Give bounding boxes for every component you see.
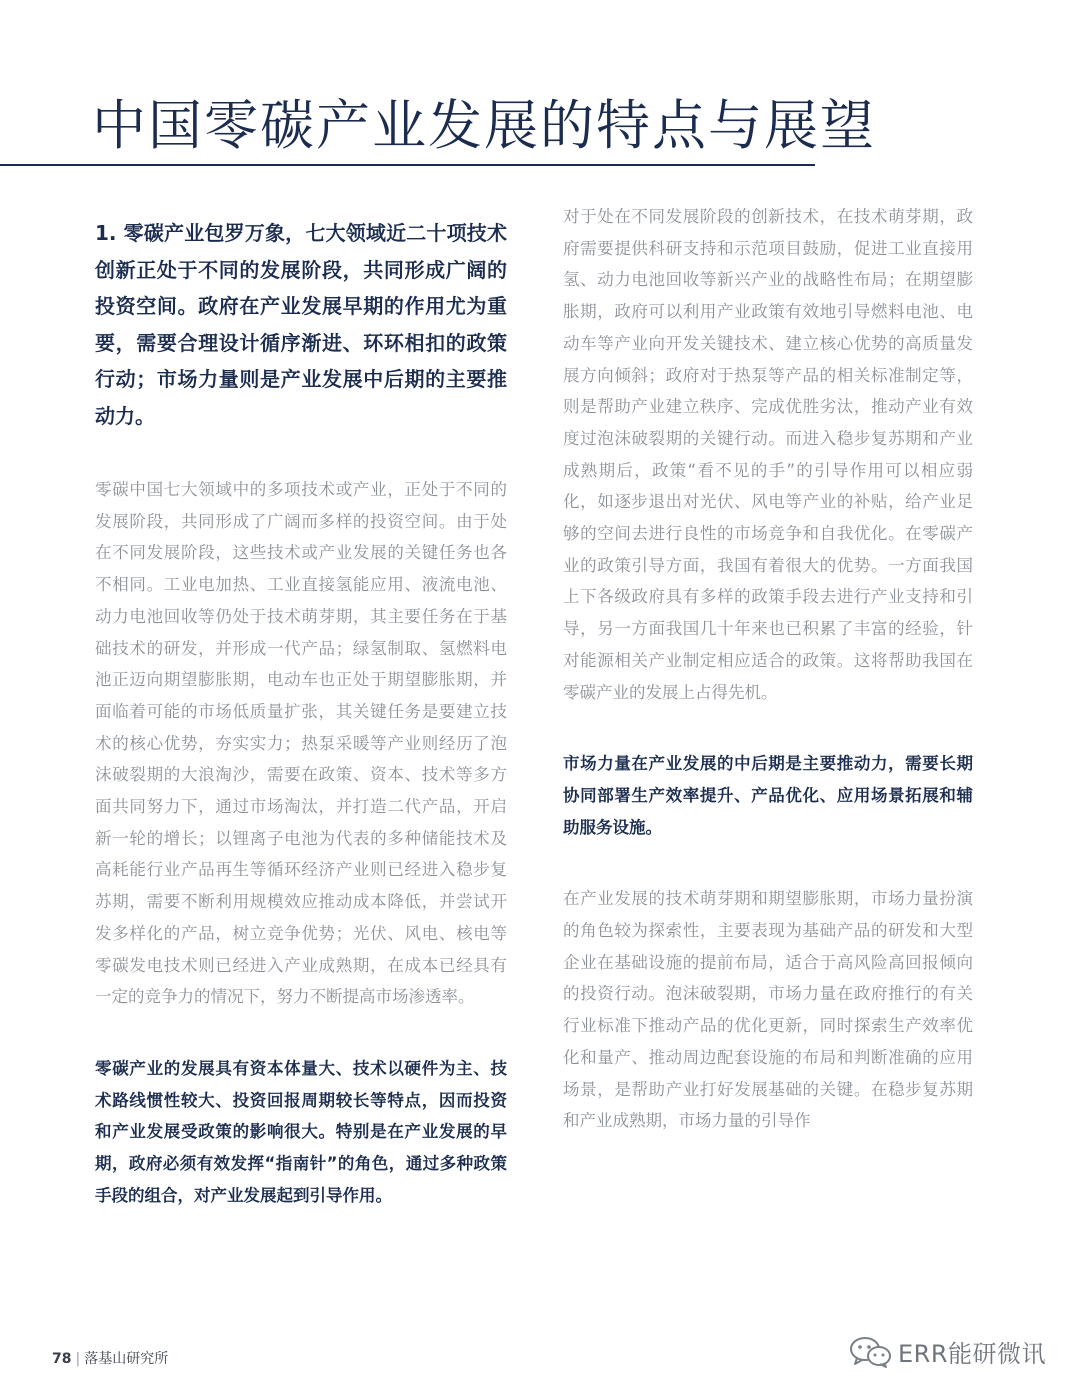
page-title: 中国零碳产业发展的特点与展望: [92, 94, 876, 157]
footer-separator: |: [75, 1351, 81, 1367]
page-footer: [52, 1348, 168, 1368]
publisher-name: 落基山研究所: [84, 1351, 169, 1367]
watermark: [848, 1334, 1046, 1369]
title-underline: [0, 164, 815, 166]
wechat-icon: [848, 1335, 892, 1369]
right-body-paragraph-1: 对于处在不同发展阶段的创新技术，在技术萌芽期，政府需要提供科研支持和示范项目鼓励，促进工业直接用氢、动力电池回收等新兴产业的战略性布局；在期望膨胀期，政府可以利用产业政策有效地引导燃料电池、电动车等产业向开发关键技术、建立核心优势的高质量发展方向倾斜；政府对于热泵等产品的相关标准制定等，则是帮助产业建立秩序、完成优胜劣汰，推动产业有效度过泡沫破裂期的关键行动。而进入稳步复苏期和产业成熟期后，政策“看不见的手”的引导作用可以相应弱化，如逐步退出对光伏、风电等产业的补贴，给产业足够的空间去进行良性的市场竞争和自我优化。在零碳产业的政策引导方面，我国有着很大的优势。一方面我国上下各级政府具有多样的政策手段去进行产业支持和引导，另一方面我国几十年来也已积累了丰富的经验，针对能源相关产业制定相应适合的政策。这将帮助我国在零碳产业的发展上占得先机。: [563, 207, 973, 702]
left-column: [95, 215, 507, 1251]
left-body-paragraph-1: 零碳中国七大领域中的多项技术或产业，正处于不同的发展阶段，共同形成了广阔而多样的投资空间。由于处在不同发展阶段，这些技术或产业发展的关键任务也各不相同。工业电加热、工业直接氢能应用、液流电池、动力电池回收等仍处于技术萌芽期，其主要任务在于基础技术的研发，并形成一代产品；绿氢制取、氢燃料电池正迈向期望膨胀期，电动车也正处于期望膨胀期，并面临着可能的市场低质量扩张，其关键任务是要建立技术的核心优势，夯实实力；热泵采暖等产业则经历了泡沫破裂期的大浪淘沙，需要在政策、资本、技术等多方面共同努力下，通过市场淘汰，并打造二代产品，开启新一轮的增长；以锂离子电池为代表的多种储能技术及高耗能行业产品再生等循环经济产业则已经进入稳步复苏期，需要不断利用规模效应推动成本降低，并尝试开发多样化的产品，树立竞争优势；光伏、风电、核电等零碳发电技术则已经进入产业成熟期，在成本已经具有一定的竞争力的情况下，努力不断提高市场渗透率。: [95, 480, 507, 1007]
lead-paragraph: 1. 零碳产业包罗万象，七大领域近二十项技术创新正处于不同的发展阶段，共同形成广阔的投资空间。政府在产业发展早期的作用尤为重要，需要合理设计循序渐进、环环相扣的政策行动；市场力量则是产业发展中后期的主要推动力。: [95, 221, 507, 428]
watermark-text: ERR能研微讯: [897, 1340, 1046, 1368]
left-highlight-paragraph: 零碳产业的发展具有资本体量大、技术以硬件为主、技术路线惯性较大、投资回报周期较长等特点，因而投资和产业发展受政策的影响很大。特别是在产业发展的早期，政府必须有效发挥“指南针”的角色，通过多种政策手段的组合，对产业发展起到引导作用。: [95, 1058, 507, 1205]
right-column: [563, 207, 973, 1177]
right-body-paragraph-2: 在产业发展的技术萌芽期和期望膨胀期，市场力量扮演的角色较为探索性，主要表现为基础产品的研发和大型企业在基础设施的提前布局，适合于高风险高回报倾向的投资行动。泡沫破裂期，市场力量在政府推行的有关行业标准下推动产品的优化更新，同时探索生产效率优化和量产、推动周边配套设施的布局和判断准确的应用场景，是帮助产业打好发展基础的关键。在稳步复苏期和产业成熟期，市场力量的引导作: [563, 889, 973, 1131]
right-highlight-paragraph: 市场力量在产业发展的中后期是主要推动力，需要长期协同部署生产效率提升、产品优化、应用场景拓展和辅助服务设施。: [563, 754, 973, 837]
page-number: 78: [52, 1351, 72, 1367]
